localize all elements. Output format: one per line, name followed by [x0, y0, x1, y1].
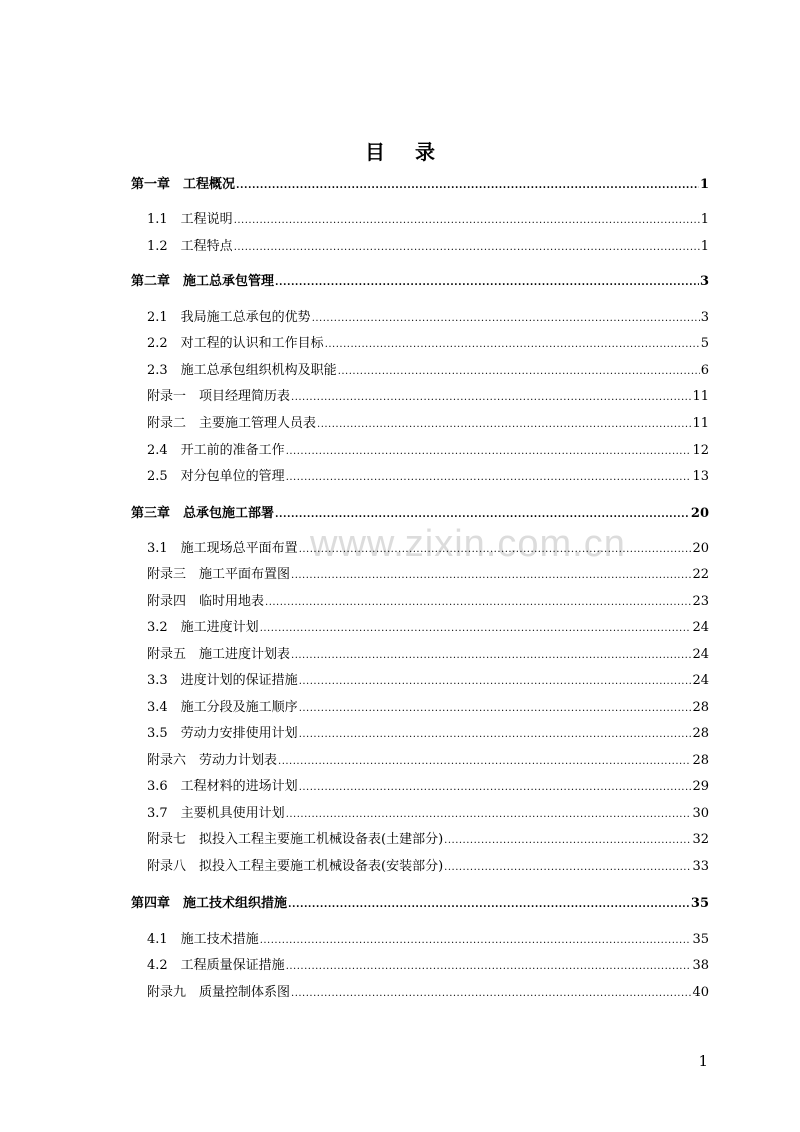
- toc-entry-label: 第四章 施工技术组织措施: [131, 896, 288, 911]
- toc-entry-page: 13: [692, 469, 709, 484]
- toc-entry-label: 第三章 总承包施工部署: [131, 506, 275, 521]
- dot-leader: [286, 806, 692, 823]
- toc-entry-page: 24: [692, 673, 709, 688]
- toc-chapter-entry[interactable]: [131, 506, 709, 523]
- toc-entry-page: 24: [692, 620, 709, 635]
- toc-entry-page: 3: [700, 310, 709, 325]
- toc-entry-page: 22: [692, 567, 709, 582]
- toc-entry-label: 3.3 进度计划的保证措施: [147, 673, 298, 688]
- dot-leader: [291, 389, 691, 406]
- toc-entry-label: 2.2 对工程的认识和工作目标: [147, 336, 324, 351]
- toc-entry-page: 30: [692, 806, 709, 821]
- toc-entry-page: 11: [692, 416, 709, 431]
- dot-leader: [278, 753, 691, 770]
- toc-entry-page: 3: [699, 274, 709, 289]
- dot-leader: [299, 700, 692, 717]
- toc-entry-label: 3.6 工程材料的进场计划: [147, 779, 298, 794]
- toc-entry-label: 3.2 施工进度计划: [147, 620, 259, 635]
- dot-leader: [260, 932, 692, 949]
- toc-entry-page: 35: [692, 932, 709, 947]
- dot-leader: [286, 469, 692, 486]
- toc-entry-label: 2.4 开工前的准备工作: [147, 443, 285, 458]
- dot-leader: [291, 647, 691, 664]
- dot-leader: [236, 177, 699, 194]
- toc-entry-page: 32: [692, 832, 709, 847]
- toc-entry-label: 附录一 项目经理简历表: [147, 389, 291, 404]
- toc-entry-page: 28: [692, 753, 709, 768]
- title-part-2: 录: [415, 140, 435, 164]
- dot-leader: [275, 274, 699, 291]
- toc-section-entry[interactable]: [147, 443, 709, 460]
- toc-entry-page: 20: [690, 506, 709, 521]
- toc-entry-page: 38: [692, 958, 709, 973]
- page-number: 1: [698, 1052, 708, 1070]
- toc-entry-label: 1.1 工程说明: [147, 212, 233, 227]
- toc-entry-page: 12: [692, 443, 709, 458]
- toc-entry-label: 附录七 拟投入工程主要施工机械设备表(土建部分): [147, 832, 444, 847]
- dot-leader: [265, 594, 691, 611]
- toc-chapter-entry[interactable]: [131, 274, 709, 291]
- toc-section-entry[interactable]: [147, 239, 709, 256]
- toc-entry-page: 24: [692, 647, 709, 662]
- toc-entry-page: 1: [699, 177, 709, 192]
- dot-leader: [299, 726, 692, 743]
- toc-chapter-entry[interactable]: [131, 896, 709, 913]
- toc-entry-label: 2.3 施工总承包组织机构及职能: [147, 363, 337, 378]
- toc-chapter-entry[interactable]: [131, 177, 709, 194]
- toc-entry-label: 3.5 劳动力安排使用计划: [147, 726, 298, 741]
- dot-leader: [234, 212, 700, 229]
- dot-leader: [444, 832, 691, 849]
- watermark: www.zixin.com.cn: [310, 523, 626, 565]
- toc-entry-page: 5: [700, 336, 709, 351]
- toc-section-entry[interactable]: [147, 647, 709, 664]
- toc-entry-page: 29: [692, 779, 709, 794]
- dot-leader: [286, 443, 692, 460]
- toc-section-entry[interactable]: [147, 832, 709, 849]
- toc-entry-page: 35: [690, 896, 709, 911]
- toc-entry-label: 3.4 施工分段及施工顺序: [147, 700, 298, 715]
- toc-entry-label: 附录八 拟投入工程主要施工机械设备表(安装部分): [147, 859, 444, 874]
- toc-entry-page: 23: [692, 594, 709, 609]
- toc-section-entry[interactable]: [147, 753, 709, 770]
- dot-leader: [444, 859, 691, 876]
- toc-section-entry[interactable]: [147, 726, 709, 743]
- toc-entry-label: 附录六 劳动力计划表: [147, 753, 278, 768]
- toc-entry-page: 20: [692, 541, 709, 556]
- toc-section-entry[interactable]: [147, 700, 709, 717]
- toc-entry-label: 4.2 工程质量保证措施: [147, 958, 285, 973]
- toc-section-entry[interactable]: [147, 389, 709, 406]
- toc-entry-label: 2.5 对分包单位的管理: [147, 469, 285, 484]
- toc-section-entry[interactable]: [147, 932, 709, 949]
- toc-entry-label: 3.7 主要机具使用计划: [147, 806, 285, 821]
- toc-section-entry[interactable]: [147, 620, 709, 637]
- toc-section-entry[interactable]: [147, 310, 709, 327]
- dot-leader: [286, 958, 692, 975]
- dot-leader: [299, 541, 692, 558]
- toc-entry-label: 第一章 工程概况: [131, 177, 236, 192]
- toc-section-entry[interactable]: [147, 859, 709, 876]
- toc-entry-label: 3.1 施工现场总平面布置: [147, 541, 298, 556]
- toc-entry-page: 6: [700, 363, 709, 378]
- toc-entry-label: 4.1 施工技术措施: [147, 932, 259, 947]
- title-part-1: 目: [365, 140, 385, 164]
- dot-leader: [317, 416, 691, 433]
- toc-section-entry[interactable]: [147, 212, 709, 229]
- toc-section-entry[interactable]: [147, 363, 709, 380]
- toc-section-entry[interactable]: [147, 567, 709, 584]
- dot-leader: [291, 985, 691, 1002]
- toc-entry-page: 1: [700, 239, 709, 254]
- toc-section-entry[interactable]: [147, 806, 709, 823]
- toc-section-entry[interactable]: [147, 336, 709, 353]
- toc-section-entry[interactable]: [147, 958, 709, 975]
- dot-leader: [299, 673, 692, 690]
- dot-leader: [234, 239, 700, 256]
- toc-section-entry[interactable]: [147, 416, 709, 433]
- dot-leader: [291, 567, 691, 584]
- toc-entry-page: 1: [700, 212, 709, 227]
- toc-entry-label: 第二章 施工总承包管理: [131, 274, 275, 289]
- dot-leader: [288, 896, 690, 913]
- toc-entry-page: 11: [692, 389, 709, 404]
- toc-entry-page: 28: [692, 700, 709, 715]
- toc-section-entry[interactable]: [147, 779, 709, 796]
- dot-leader: [312, 310, 700, 327]
- dot-leader: [338, 363, 700, 380]
- toc-section-entry[interactable]: [147, 469, 709, 486]
- toc-entry-page: 33: [692, 859, 709, 874]
- toc-section-entry[interactable]: [147, 673, 709, 690]
- toc-entry-label: 附录九 质量控制体系图: [147, 985, 291, 1000]
- toc-entry-page: 28: [692, 726, 709, 741]
- toc-entry-label: 2.1 我局施工总承包的优势: [147, 310, 311, 325]
- toc-entry-page: 40: [692, 985, 709, 1000]
- dot-leader: [299, 779, 692, 796]
- toc-section-entry[interactable]: [147, 541, 709, 558]
- dot-leader: [260, 620, 692, 637]
- toc-entry-label: 附录二 主要施工管理人员表: [147, 416, 317, 431]
- toc-section-entry[interactable]: [147, 594, 709, 611]
- toc-entry-label: 附录四 临时用地表: [147, 594, 265, 609]
- toc-entry-label: 附录五 施工进度计划表: [147, 647, 291, 662]
- toc-entry-label: 1.2 工程特点: [147, 239, 233, 254]
- toc-entry-label: 附录三 施工平面布置图: [147, 567, 291, 582]
- toc-section-entry[interactable]: [147, 985, 709, 1002]
- dot-leader: [275, 506, 690, 523]
- dot-leader: [325, 336, 700, 353]
